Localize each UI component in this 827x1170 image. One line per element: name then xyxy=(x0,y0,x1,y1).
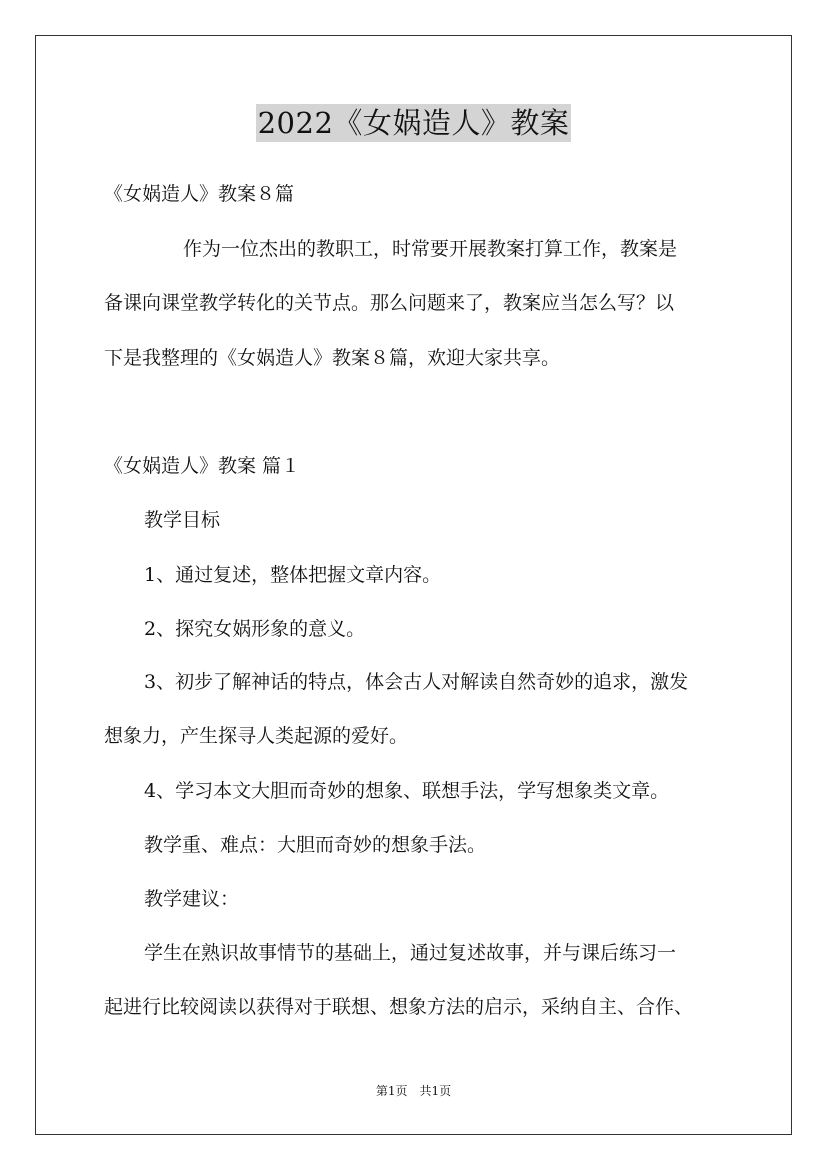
page-footer: 第1页 共1页 xyxy=(375,1084,452,1098)
paragraph-teaching-goals: 教学目标 xyxy=(144,509,221,531)
intro-line-3: 下是我整理的《女娲造人》教案８篇，欢迎大家共享。 xyxy=(104,347,561,369)
paragraph-suggestions-line-2: 起进行比较阅读以获得对于联想、想象方法的启示，采纳自主、合作、 xyxy=(104,996,694,1018)
paragraph-goal-3: 3、初步了解神话的特点，体会古人对解读自然奇妙的追求，激发 xyxy=(144,671,689,693)
title-container xyxy=(0,104,827,142)
intro-line-1: 作为一位杰出的教职工，时常要开展教案打算工作，教案是 xyxy=(183,238,678,260)
paragraph-goal-2: 2、探究女娲形象的意义。 xyxy=(144,618,366,640)
paragraph-key-points: 教学重、难点：大胆而奇妙的想象手法。 xyxy=(144,834,487,856)
document-subtitle: 《女娲造人》教案８篇 xyxy=(104,183,295,205)
paragraph-suggestions-line-1: 学生在熟识故事情节的基础上，通过复述故事，并与课后练习一 xyxy=(144,942,677,964)
paragraph-goal-4: 4、学习本文大胆而奇妙的想象、联想手法，学写想象类文章。 xyxy=(144,780,670,802)
paragraph-goal-1: 1、通过复述，整体把握文章内容。 xyxy=(144,564,442,586)
document-title: 2022《女娲造人》教案 xyxy=(257,106,570,140)
paragraph-suggestions-heading: 教学建议： xyxy=(144,888,240,910)
intro-line-2: 备课向课堂教学转化的关节点。那么问题来了，教案应当怎么写？以 xyxy=(104,292,675,314)
paragraph-goal-3-cont: 想象力，产生探寻人类起源的爱好。 xyxy=(104,725,409,747)
section-heading: 《女娲造人》教案 篇１ xyxy=(104,455,301,477)
